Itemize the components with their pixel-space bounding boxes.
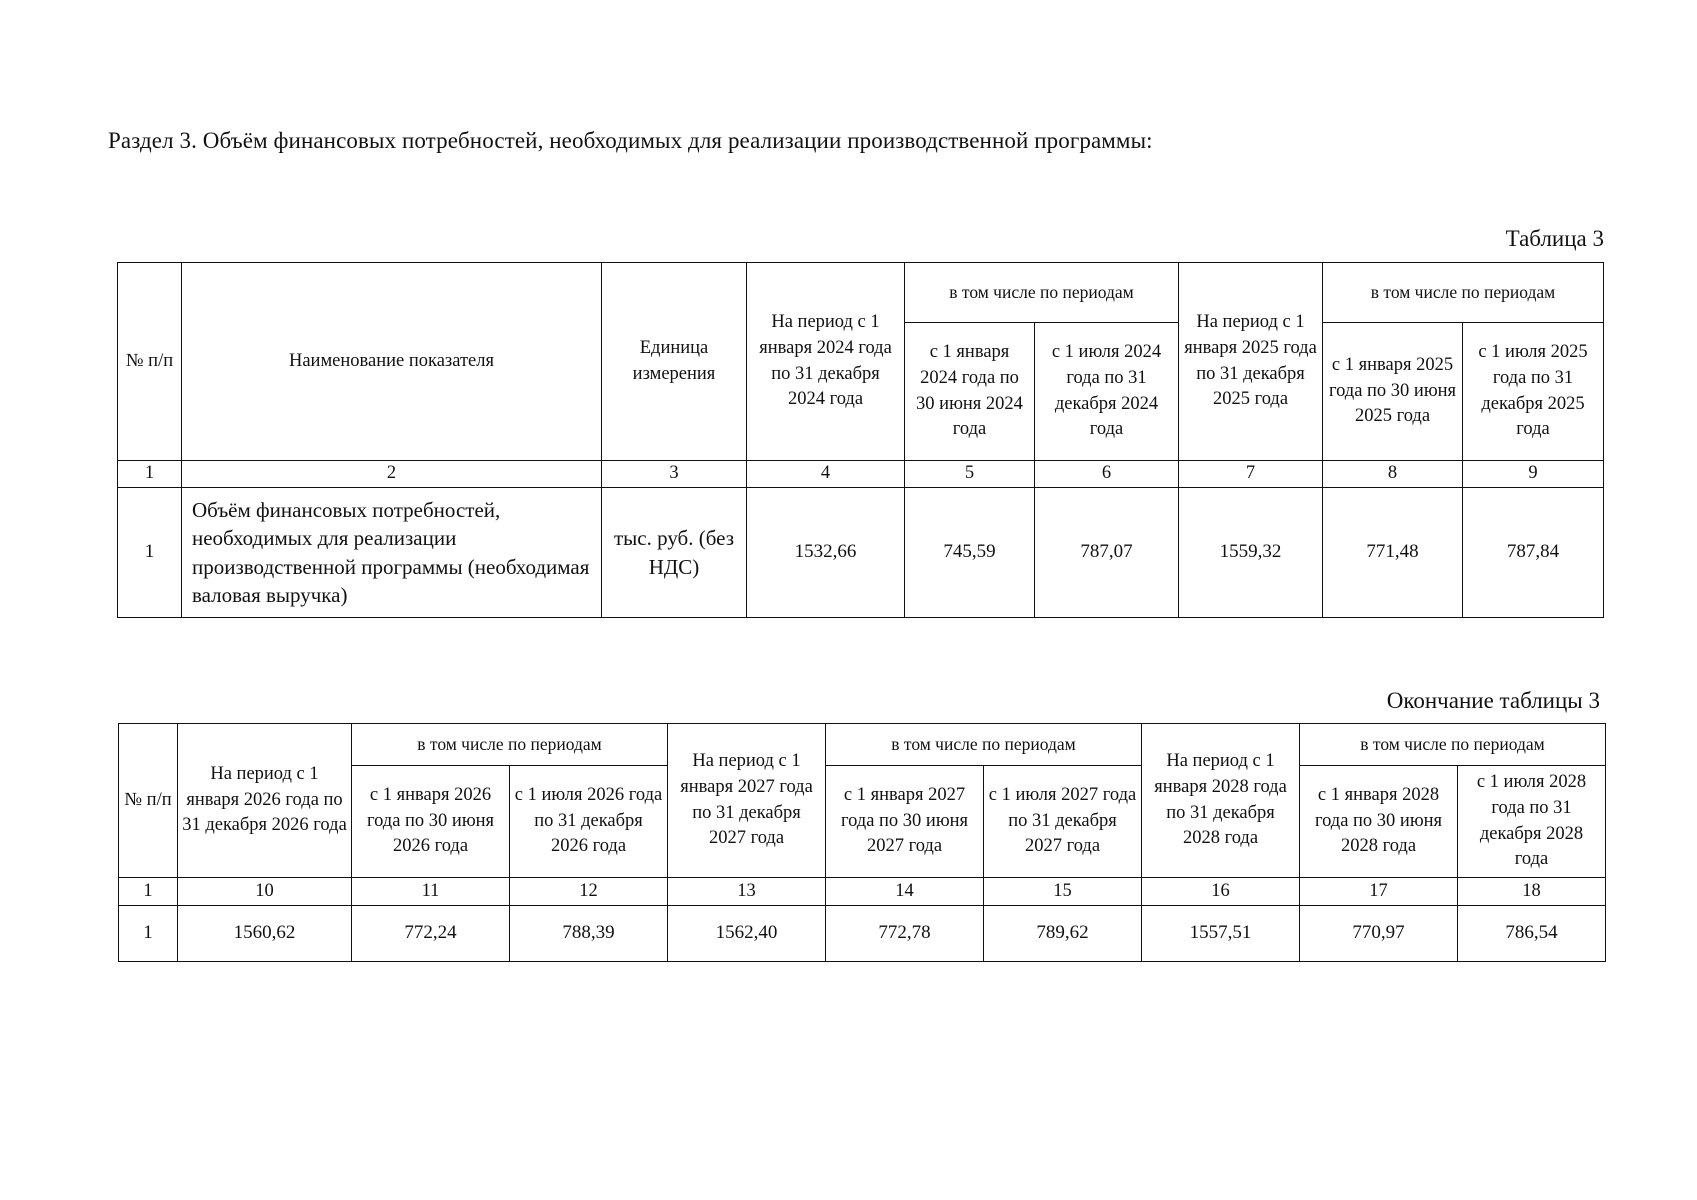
column-number: 3 xyxy=(602,461,747,488)
header-group-2027: в том числе по периодам xyxy=(826,724,1142,766)
value-cell: 770,97 xyxy=(1300,906,1458,962)
section-heading: Раздел 3. Объём финансовых потребностей, необходимых для реализации производственной программы: xyxy=(108,128,1153,153)
value-cell: 1557,51 xyxy=(1142,906,1300,962)
header-h1-2028: с 1 января 2028 года по 30 июня 2028 года xyxy=(1300,766,1458,878)
header-group-2025: в том числе по периодам xyxy=(1323,263,1604,323)
table-caption: Таблица 3 xyxy=(1505,226,1604,251)
column-number: 17 xyxy=(1300,878,1458,906)
row-num: 1 xyxy=(118,488,182,618)
financial-needs-table-continuation xyxy=(118,723,1606,962)
value-cell: 772,78 xyxy=(826,906,984,962)
header-indicator-name: Наименование показателя xyxy=(182,263,602,461)
header-h2-2028: с 1 июля 2028 года по 31 декабря 2028 года xyxy=(1458,766,1606,878)
row-indicator-name: Объём финансовых потребностей, необходимых для реализации производственной программы (необходимая валовая выручка) xyxy=(182,488,602,618)
header-period-2026: На период с 1 января 2026 года по 31 декабря 2026 года xyxy=(178,724,352,878)
column-number: 1 xyxy=(119,878,178,906)
table-row xyxy=(119,906,1606,962)
column-number: 4 xyxy=(747,461,905,488)
value-cell: 788,39 xyxy=(510,906,668,962)
column-number: 2 xyxy=(182,461,602,488)
column-number-row xyxy=(119,878,1606,906)
header-h1-2025: с 1 января 2025 года по 30 июня 2025 года xyxy=(1323,323,1463,461)
header-group-2024: в том числе по периодам xyxy=(905,263,1179,323)
column-number: 13 xyxy=(668,878,826,906)
header-period-2024: На период с 1 января 2024 года по 31 декабря 2024 года xyxy=(747,263,905,461)
header-h2-2025: с 1 июля 2025 года по 31 декабря 2025 года xyxy=(1463,323,1604,461)
header-unit: Единица измерения xyxy=(602,263,747,461)
value-cell: 1560,62 xyxy=(178,906,352,962)
column-number: 8 xyxy=(1323,461,1463,488)
value-cell: 745,59 xyxy=(905,488,1035,618)
header-period-2028: На период с 1 января 2028 года по 31 декабря 2028 года xyxy=(1142,724,1300,878)
row-num: 1 xyxy=(119,906,178,962)
value-cell: 1562,40 xyxy=(668,906,826,962)
header-num: № п/п xyxy=(118,263,182,461)
column-number: 6 xyxy=(1035,461,1179,488)
column-number-row xyxy=(118,461,1604,488)
value-cell: 787,84 xyxy=(1463,488,1604,618)
value-cell: 1532,66 xyxy=(747,488,905,618)
header-period-2027: На период с 1 января 2027 года по 31 декабря 2027 года xyxy=(668,724,826,878)
header-h2-2026: с 1 июля 2026 года по 31 декабря 2026 года xyxy=(510,766,668,878)
value-cell: 789,62 xyxy=(984,906,1142,962)
column-number: 12 xyxy=(510,878,668,906)
column-number: 10 xyxy=(178,878,352,906)
financial-needs-table xyxy=(117,262,1604,618)
value-cell: 786,54 xyxy=(1458,906,1606,962)
column-number: 1 xyxy=(118,461,182,488)
table-continuation-caption: Окончание таблицы 3 xyxy=(1386,688,1600,713)
value-cell: 771,48 xyxy=(1323,488,1463,618)
header-h2-2027: с 1 июля 2027 года по 31 декабря 2027 года xyxy=(984,766,1142,878)
column-number: 5 xyxy=(905,461,1035,488)
column-number: 7 xyxy=(1179,461,1323,488)
column-number: 18 xyxy=(1458,878,1606,906)
header-h1-2026: с 1 января 2026 года по 30 июня 2026 года xyxy=(352,766,510,878)
column-number: 11 xyxy=(352,878,510,906)
header-period-2025: На период с 1 января 2025 года по 31 декабря 2025 года xyxy=(1179,263,1323,461)
header-num: № п/п xyxy=(119,724,178,878)
value-cell: 1559,32 xyxy=(1179,488,1323,618)
value-cell: 772,24 xyxy=(352,906,510,962)
row-unit: тыс. руб. (без НДС) xyxy=(602,488,747,618)
value-cell: 787,07 xyxy=(1035,488,1179,618)
column-number: 14 xyxy=(826,878,984,906)
table-row xyxy=(118,488,1604,618)
header-h2-2024: с 1 июля 2024 года по 31 декабря 2024 года xyxy=(1035,323,1179,461)
header-group-2026: в том числе по периодам xyxy=(352,724,668,766)
header-h1-2024: с 1 января 2024 года по 30 июня 2024 года xyxy=(905,323,1035,461)
header-group-2028: в том числе по периодам xyxy=(1300,724,1606,766)
header-h1-2027: с 1 января 2027 года по 30 июня 2027 года xyxy=(826,766,984,878)
column-number: 16 xyxy=(1142,878,1300,906)
column-number: 9 xyxy=(1463,461,1604,488)
column-number: 15 xyxy=(984,878,1142,906)
